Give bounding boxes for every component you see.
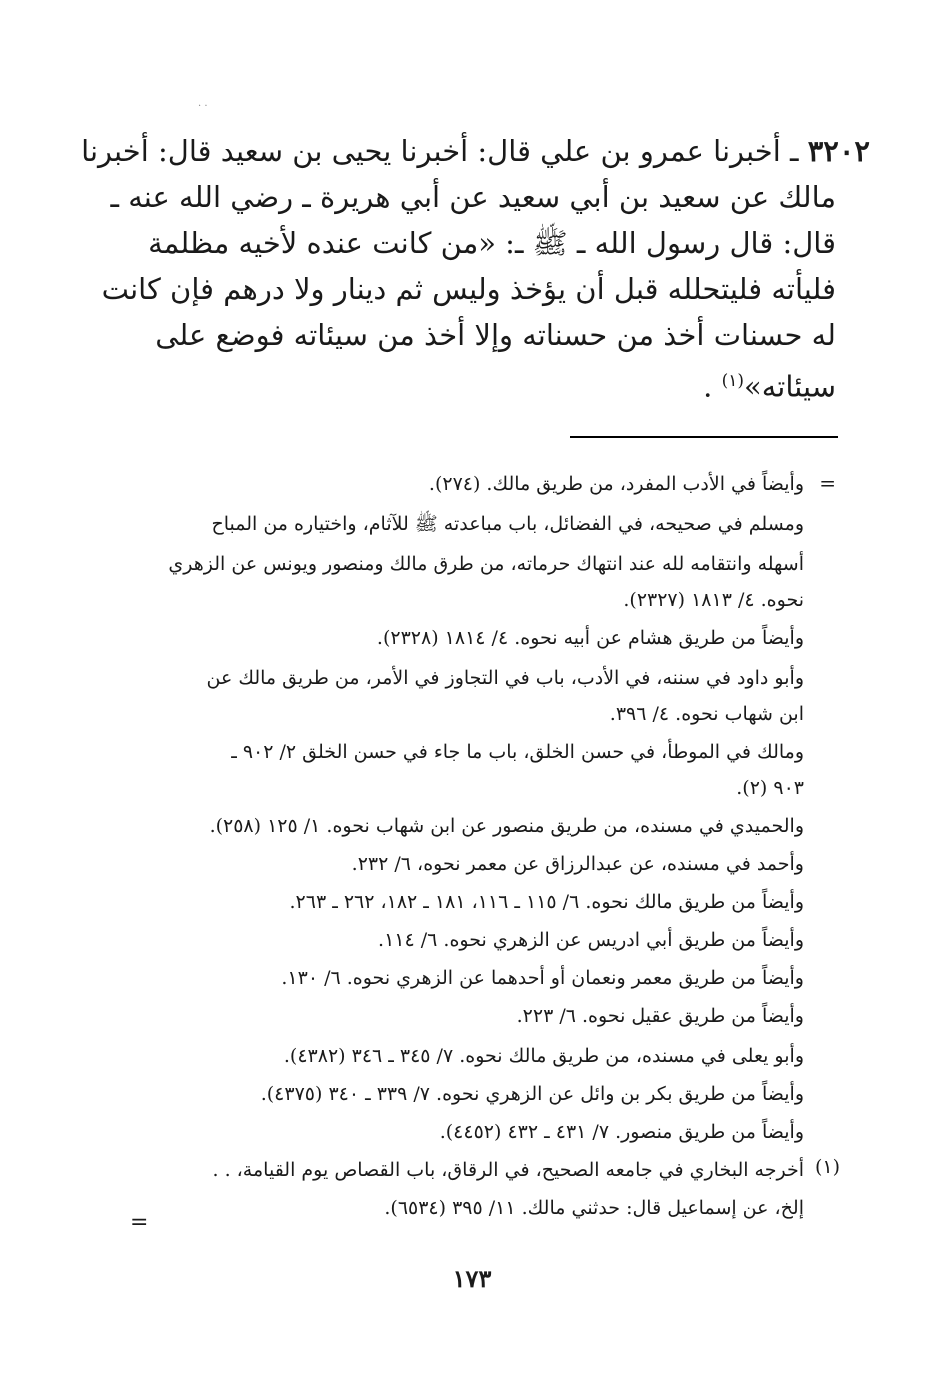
footnote-line: وأيضاً من طريق هشام عن أبيه نحوه. ٤/ ١٨١٤ (٢٣٢٨). (376, 627, 804, 649)
hadith-line: له حسنات أخذ من حسناته وإلا أخذ من سيئاته فوضع على (155, 318, 836, 352)
footnote-line: ومالك في الموطأ، في حسن الخلق، باب ما جاء في حسن الخلق ٢/ ٩٠٢ ـ (231, 741, 804, 763)
footnote-line: أخرجه البخاري في جامعه الصحيح، في الرقاق، باب القصاص يوم القيامة، . . (212, 1159, 804, 1181)
footnote-line: وأبو يعلى في مسنده، من طريق مالك نحوه. ٧/ ٣٤٥ ـ ٣٤٦ (٤٣٨٢). (283, 1045, 804, 1067)
hadith-line: فليأته فليتحلله قبل أن يؤخذ وليس ثم دينار ولا درهم فإن كانت (101, 272, 836, 306)
hadith-line: ٣٢٠٢ ـ أخبرنا عمرو بن علي قال: أخبرنا يحيى بن سعيد قال: أخبرنا (81, 134, 870, 168)
footnote-line: والحميدي في مسنده، من طريق منصور عن ابن شهاب نحوه. ١/ ١٢٥ (٢٥٨). (209, 815, 804, 837)
footnote-line: ابن شهاب نحوه. ٤/ ٣٩٦. (609, 703, 804, 725)
footnote-line: وأيضاً من طريق عقيل نحوه. ٦/ ٢٢٣. (516, 1005, 804, 1027)
footnote-continuation-mark: = (819, 471, 836, 495)
footnote-line: ومسلم في صحيحه، في الفضائل، باب مباعدته ﷺ للآثام، واختياره من المباح (211, 513, 804, 535)
footnote-line: وأيضاً من طريق أبي ادريس عن الزهري نحوه. ٦/ ١١٤. (378, 929, 804, 951)
footnote-line: وأيضاً من طريق معمر ونعمان أو أحدهما عن الزهري نحوه. ٦/ ١٣٠. (281, 967, 804, 989)
footnote-line: وأيضاً في الأدب المفرد، من طريق مالك. (٢٧٤). (428, 473, 804, 495)
hadith-line: سيئاته»$^{(١)}$ . (703, 369, 836, 404)
footnote-line: نحوه. ٤/ ١٨١٣ (٢٣٢٧). (623, 589, 804, 611)
footnote-continues-mark: = (130, 1210, 149, 1235)
footnote-separator (570, 436, 838, 438)
page-number: ١٧٣ (452, 1264, 492, 1293)
hadith-line: مالك عن سعيد بن أبي سعيد عن أبي هريرة ـ رضي الله عنه ـ (110, 180, 836, 214)
footnote-line: إلخ، عن إسماعيل قال: حدثني مالك. ١١/ ٣٩٥ (٦٥٣٤). (384, 1197, 804, 1219)
page-mark: . . (198, 98, 208, 109)
footnote-line: وأحمد في مسنده، عن عبدالرزاق عن معمر نحوه، ٦/ ٢٣٢. (351, 853, 804, 875)
footnote-reference[interactable]: (١) (721, 371, 744, 391)
footnote-line: وأيضاً من طريق بكر بن وائل عن الزهري نحوه. ٧/ ٣٣٩ ـ ٣٤٠ (٤٣٧٥). (260, 1083, 804, 1105)
footnote-label: (١) (814, 1156, 840, 1178)
footnote-line: وأيضاً من طريق منصور. ٧/ ٤٣١ ـ ٤٣٢ (٤٤٥٢). (439, 1121, 804, 1143)
footnote-line: أسهله وانتقامه لله عند انتهاك حرماته، من طرق مالك ومنصور ويونس عن الزهري (168, 553, 804, 575)
footnote-line: وأبو داود في سننه، في الأدب، باب في التجاوز في الأمر، من طريق مالك عن (206, 667, 804, 689)
hadith-line: قال: قال رسول الله ـ ﷺ ـ: «من كانت عنده لأخيه مظلمة (148, 226, 836, 260)
footnote-line: ٩٠٣ (٢). (736, 777, 804, 799)
hadith-number: ٣٢٠٢ (807, 134, 870, 168)
footnote-line: وأيضاً من طريق مالك نحوه. ٦/ ١١٥ ـ ١١٦، ١٨١ ـ ١٨٢، ٢٦٢ ـ ٢٦٣. (289, 891, 804, 913)
hadith-text (81, 128, 870, 404)
